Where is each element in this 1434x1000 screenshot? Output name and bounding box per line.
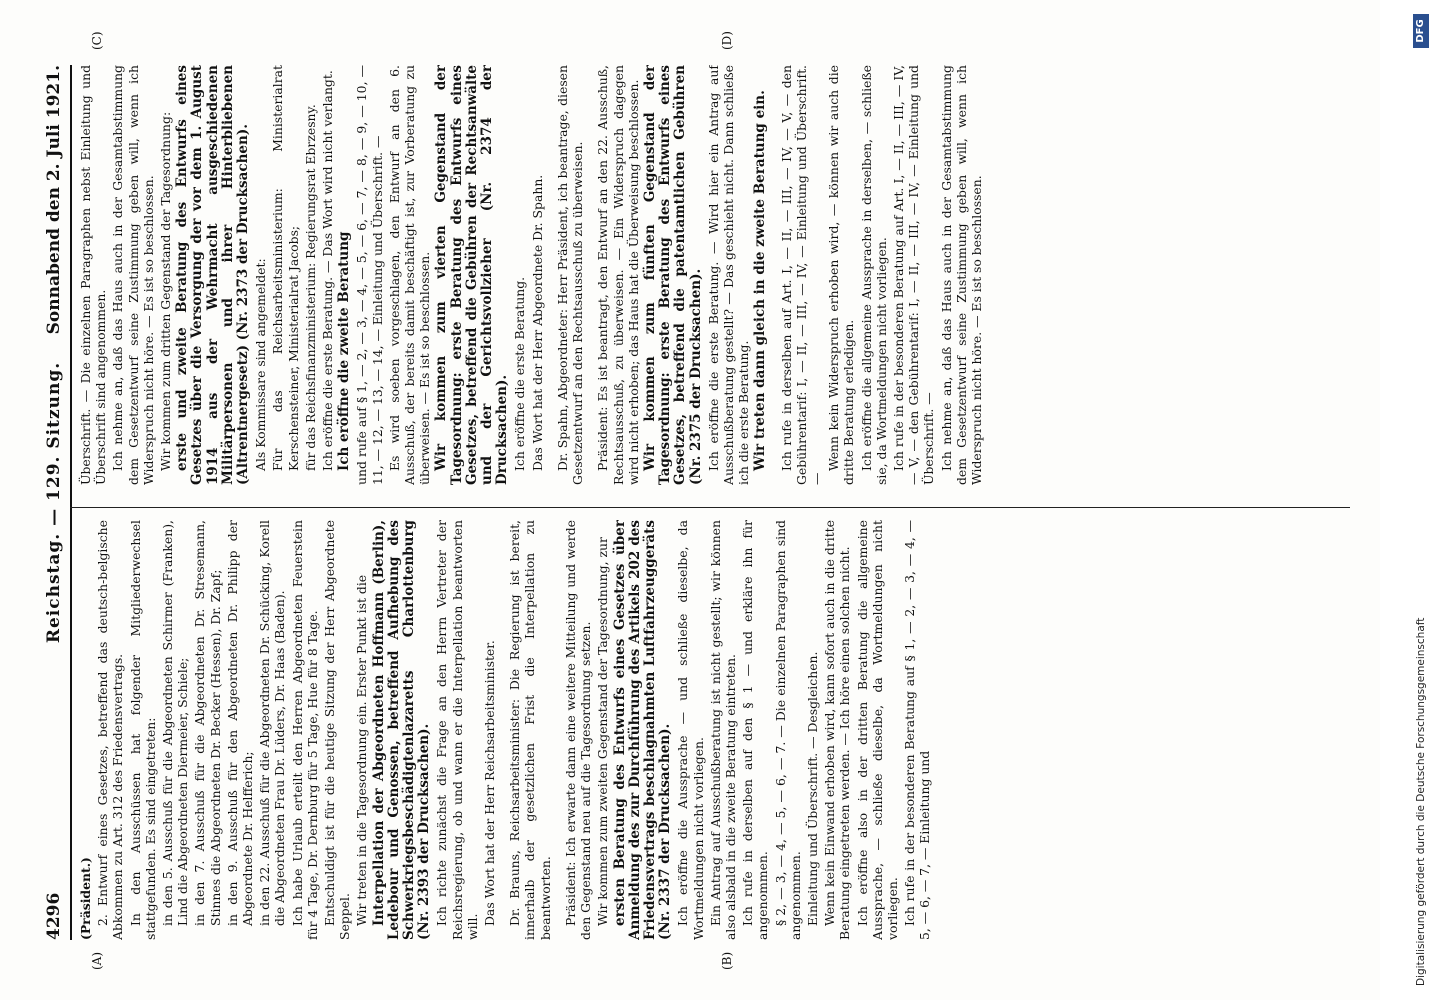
left-text-column bbox=[78, 520, 1338, 940]
paragraph: für das Reichsfinanzministerium: Regierungsrat Ebrzesny. bbox=[302, 104, 318, 471]
paragraph: in den 5. Ausschuß für die Abgeordneten Schirmer (Franken), Lind die Abgeordneten Diermeier, Schiele; bbox=[160, 520, 191, 926]
agenda-item-heading: Wir kommen zum fünften Gegenstand der Tagesordnung: erste Beratung des Entwurfs eines Gesetzes, betreffend die patentamtlichen Gebühren (Nr. 2375 der Drucksachen). bbox=[641, 65, 704, 485]
right-text-column bbox=[78, 65, 1338, 485]
agenda-item-heading: ersten Beratung des Entwurfs eines Gesetzes über Anmeldung des zur Durchführung des Artikels 202 des Friedensvertrags beschlagnahmten Luftfahrzeuggeräts (Nr. 2337 der Drucksachen). bbox=[611, 520, 674, 940]
paragraph: 2. Entwurf eines Gesetzes, betreffend das deutsch-belgische Abkommen zu Art. 312 des Friedensvertrags. bbox=[95, 520, 126, 940]
margin-marker-a: (A) bbox=[90, 951, 104, 970]
paragraph: Ich eröffne die erste Beratung. — Wird hier ein Antrag auf Ausschußberatung gestellt? — Das geschieht nicht. Dann schließe ich die erste Beratung. bbox=[705, 65, 752, 485]
paragraph: Einleitung und Überschrift. — Desgleichen. bbox=[804, 651, 820, 926]
paragraph: Ich eröffne die erste Beratung. — Das Wort wird nicht verlangt. bbox=[320, 70, 336, 471]
paragraph: Präsident: Es ist beantragt, den Entwurf an den 22. Ausschuß, Rechtsausschuß, zu überweisen. — Ein Widerspruch dagegen wird nicht erhoben; das Haus hat die Überweisung beschlossen. bbox=[595, 65, 641, 485]
paragraph: Ich nehme an, daß das Haus auch in der Gesamtabstimmung dem Gesetzentwurf seine Zustimmung geben will, wenn ich Widerspruch nicht höre. — Es ist so beschlossen. bbox=[110, 65, 156, 485]
paragraph: Ich eröffne also in der dritten Beratung die allgemeine Aussprache, — schließe dieselbe, da Wortmeldungen nicht vorliegen. bbox=[854, 520, 900, 940]
speaker-heading: (Präsident.) bbox=[78, 857, 93, 940]
section-heading: Wir treten dann gleich in die zweite Beratung ein. bbox=[752, 90, 769, 471]
dfg-logo: DFG bbox=[1413, 14, 1429, 48]
paragraph: Für das Reichsarbeitsministerium: Ministerialrat Kerschensteiner, Ministerialrat Jacobs; bbox=[270, 65, 301, 471]
paragraph: Wir kommen zum zweiten Gegenstand der Tagesordnung, zur bbox=[595, 537, 611, 926]
paragraph: Als Kommissare sind angemeldet: bbox=[253, 258, 269, 471]
paragraph: Ich eröffne die Aussprache — und schließe dieselbe, da Wortmeldungen nicht vorliegen. bbox=[675, 520, 706, 940]
agenda-item-heading: Wir kommen zum vierten Gegenstand der Tagesordnung: erste Beratung des Entwurfs eines Gesetzes, betreffend die Gebühren der Rechtsanwälte und der Gerichtsvollzieher (Nr. 2374 der Drucksachen). bbox=[433, 65, 511, 485]
digitization-notice bbox=[1412, 6, 1430, 986]
page-header bbox=[40, 65, 72, 940]
paragraph: Ich habe Urlaub erteilt den Herren Abgeordneten Feuerstein für 4 Tage, Dr. Dernburg für 5 Tage, Hue für 8 Tage. bbox=[289, 520, 320, 940]
paragraph: Es wird soeben vorgeschlagen, den Entwurf an den 6. Ausschuß, der bereits damit beschäftigt ist, zur Vorberatung zu überweisen. — Es ist so beschlossen. bbox=[386, 65, 433, 485]
margin-marker-d: (D) bbox=[720, 31, 734, 50]
paragraph: Wenn kein Einwand erhoben wird, kann sofort auch in die dritte Beratung eingetreten werden. — Ich höre einen solchen nicht. bbox=[822, 520, 853, 940]
paragraph: Das Wort hat der Herr Abgeordnete Dr. Spahn. bbox=[529, 174, 545, 471]
paragraph: Ich rufe in derselben auf Art. I, — II, — III, — IV, — V, — den Gebührentarif: I, — II, — III, — IV, — Einleitung und Überschrift. — bbox=[778, 65, 824, 485]
paragraph: Präsident: Ich erwarte dann eine weitere Mitteilung und werde den Gegenstand neu auf die Tagesordnung setzen. bbox=[562, 520, 594, 940]
paragraph: Ich rufe in derselben auf den § 1 — und erkläre ihn für angenommen. bbox=[740, 520, 771, 940]
paragraph: Ich nehme an, daß das Haus auch in der Gesamtabstimmung dem Gesetzentwurf seine Zustimmung geben will, wenn ich Widerspruch nicht höre. — Es ist so beschlossen. bbox=[938, 65, 984, 485]
paragraph: Dr. Brauns, Reichsarbeitsminister: Die Regierung ist bereit, innerhalb der gesetzlichen Frist die Interpellation zu beantworten. bbox=[507, 520, 553, 940]
paragraph: Wir treten in die Tagesordnung ein. Erster Punkt ist die bbox=[354, 574, 370, 926]
paragraph: Wenn kein Widerspruch erhoben wird, — können wir auch die dritte Beratung erledigen. bbox=[826, 65, 857, 485]
page-date: Sonnabend den 2. Juli 1921. bbox=[44, 65, 64, 335]
paragraph: in den 22. Ausschuß für die Abgeordneten Dr. Schücking, Korell die Abgeordneten Frau Dr. Lüders, Dr. Haas (Baden). bbox=[257, 520, 288, 926]
section-heading: Ich eröffne die zweite Beratung bbox=[336, 231, 353, 471]
paragraph: In den Ausschüssen hat folgender Mitgliederwechsel stattgefunden. Es sind eingetreten: bbox=[127, 520, 158, 940]
paragraph: Ein Antrag auf Ausschußberatung ist nicht gestellt; wir können also alsbald in die zweite Beratung eintreten. bbox=[707, 520, 738, 940]
paragraph: in den 7. Ausschuß für die Abgeordneten Dr. Stresemann, Stinnes die Abgeordneten Dr. Becker (Hessen), Dr. Zapf; bbox=[192, 520, 223, 926]
paragraph: Ich eröffne die erste Beratung. bbox=[512, 276, 528, 471]
paragraph: und rufe auf § 1, — 2, — 3, — 4, — 5, — 6, — 7, — 8, — 9, — 10, — 11, — 12, — 13, — 14, — Einleitung und Überschrift. — bbox=[354, 65, 385, 485]
column-divider bbox=[70, 507, 1350, 508]
page-title: Reichstag. — 129. Sitzung. bbox=[44, 361, 64, 644]
paragraph: Wir kommen zum dritten Gegenstand der Tagesordnung: bbox=[158, 111, 174, 471]
paragraph: Entschuldigt ist für die heutige Sitzung der Herr Abgeordnete Seppel. bbox=[322, 520, 353, 940]
paragraph: in den 9. Ausschuß für den Abgeordneten Dr. Philipp der Abgeordnete Dr. Helfferich; bbox=[224, 520, 256, 926]
agenda-item-heading: erste und zweite Beratung des Entwurfs eines Gesetzes über die Versorgung der vor dem 1. August 1914 aus der Wehrmacht ausgeschiedenen Militärpersonen und ihrer Hinterbliebenen (Altrentnergesetz) (Nr. 2373 der Drucksachen). bbox=[174, 65, 252, 485]
margin-marker-b: (B) bbox=[720, 951, 734, 970]
paragraph: Ich eröffne die allgemeine Aussprache in derselben, — schließe sie, da Wortmeldungen nicht vorliegen. bbox=[858, 65, 889, 485]
paragraph: Dr. Spahn, Abgeordneter: Herr Präsident, ich beantrage, diesen Gesetzentwurf an den Rechtsausschuß zu überweisen. bbox=[554, 65, 586, 485]
digitization-notice-text: Digitalisierung gefördert durch die Deutsche Forschungsgemeinschaft bbox=[1415, 617, 1427, 986]
paragraph: Ich richte zunächst die Frage an den Herrn Vertreter der Reichsregierung, ob und wann er die Interpellation beantworten will. bbox=[434, 520, 480, 940]
margin-marker-c: (C) bbox=[90, 31, 104, 50]
agenda-item-heading: Interpellation der Abgeordneten Hoffmann (Berlin), Ledebour und Genossen, betreffend Aufhebung des Schwerkriegsbeschädigtenlazaretts Charlottenburg (Nr. 2393 der Drucksachen). bbox=[370, 520, 433, 940]
paragraph: Überschrift. — Die einzelnen Paragraphen nebst Einleitung und Überschrift sind angenommen. bbox=[78, 65, 109, 485]
paragraph: Das Wort hat der Herr Reichsarbeitsminister. bbox=[482, 640, 498, 926]
page-number: 4296 bbox=[44, 892, 64, 940]
paragraph: § 2, — 3, — 4, — 5, — 6, — 7. — Die einzelnen Paragraphen sind angenommen. bbox=[772, 520, 803, 940]
paragraph: Ich rufe in der besonderen Beratung auf Art. I, — II, — III, — IV, — V, — den Gebührentarif: I, — II, — III, — IV, — Einleitung und Überschrift. — bbox=[890, 65, 937, 485]
paragraph: Ich rufe in der besonderen Beratung auf § 1, — 2, — 3, — 4, — 5, — 6, — 7, — Einleitung und bbox=[902, 520, 933, 940]
